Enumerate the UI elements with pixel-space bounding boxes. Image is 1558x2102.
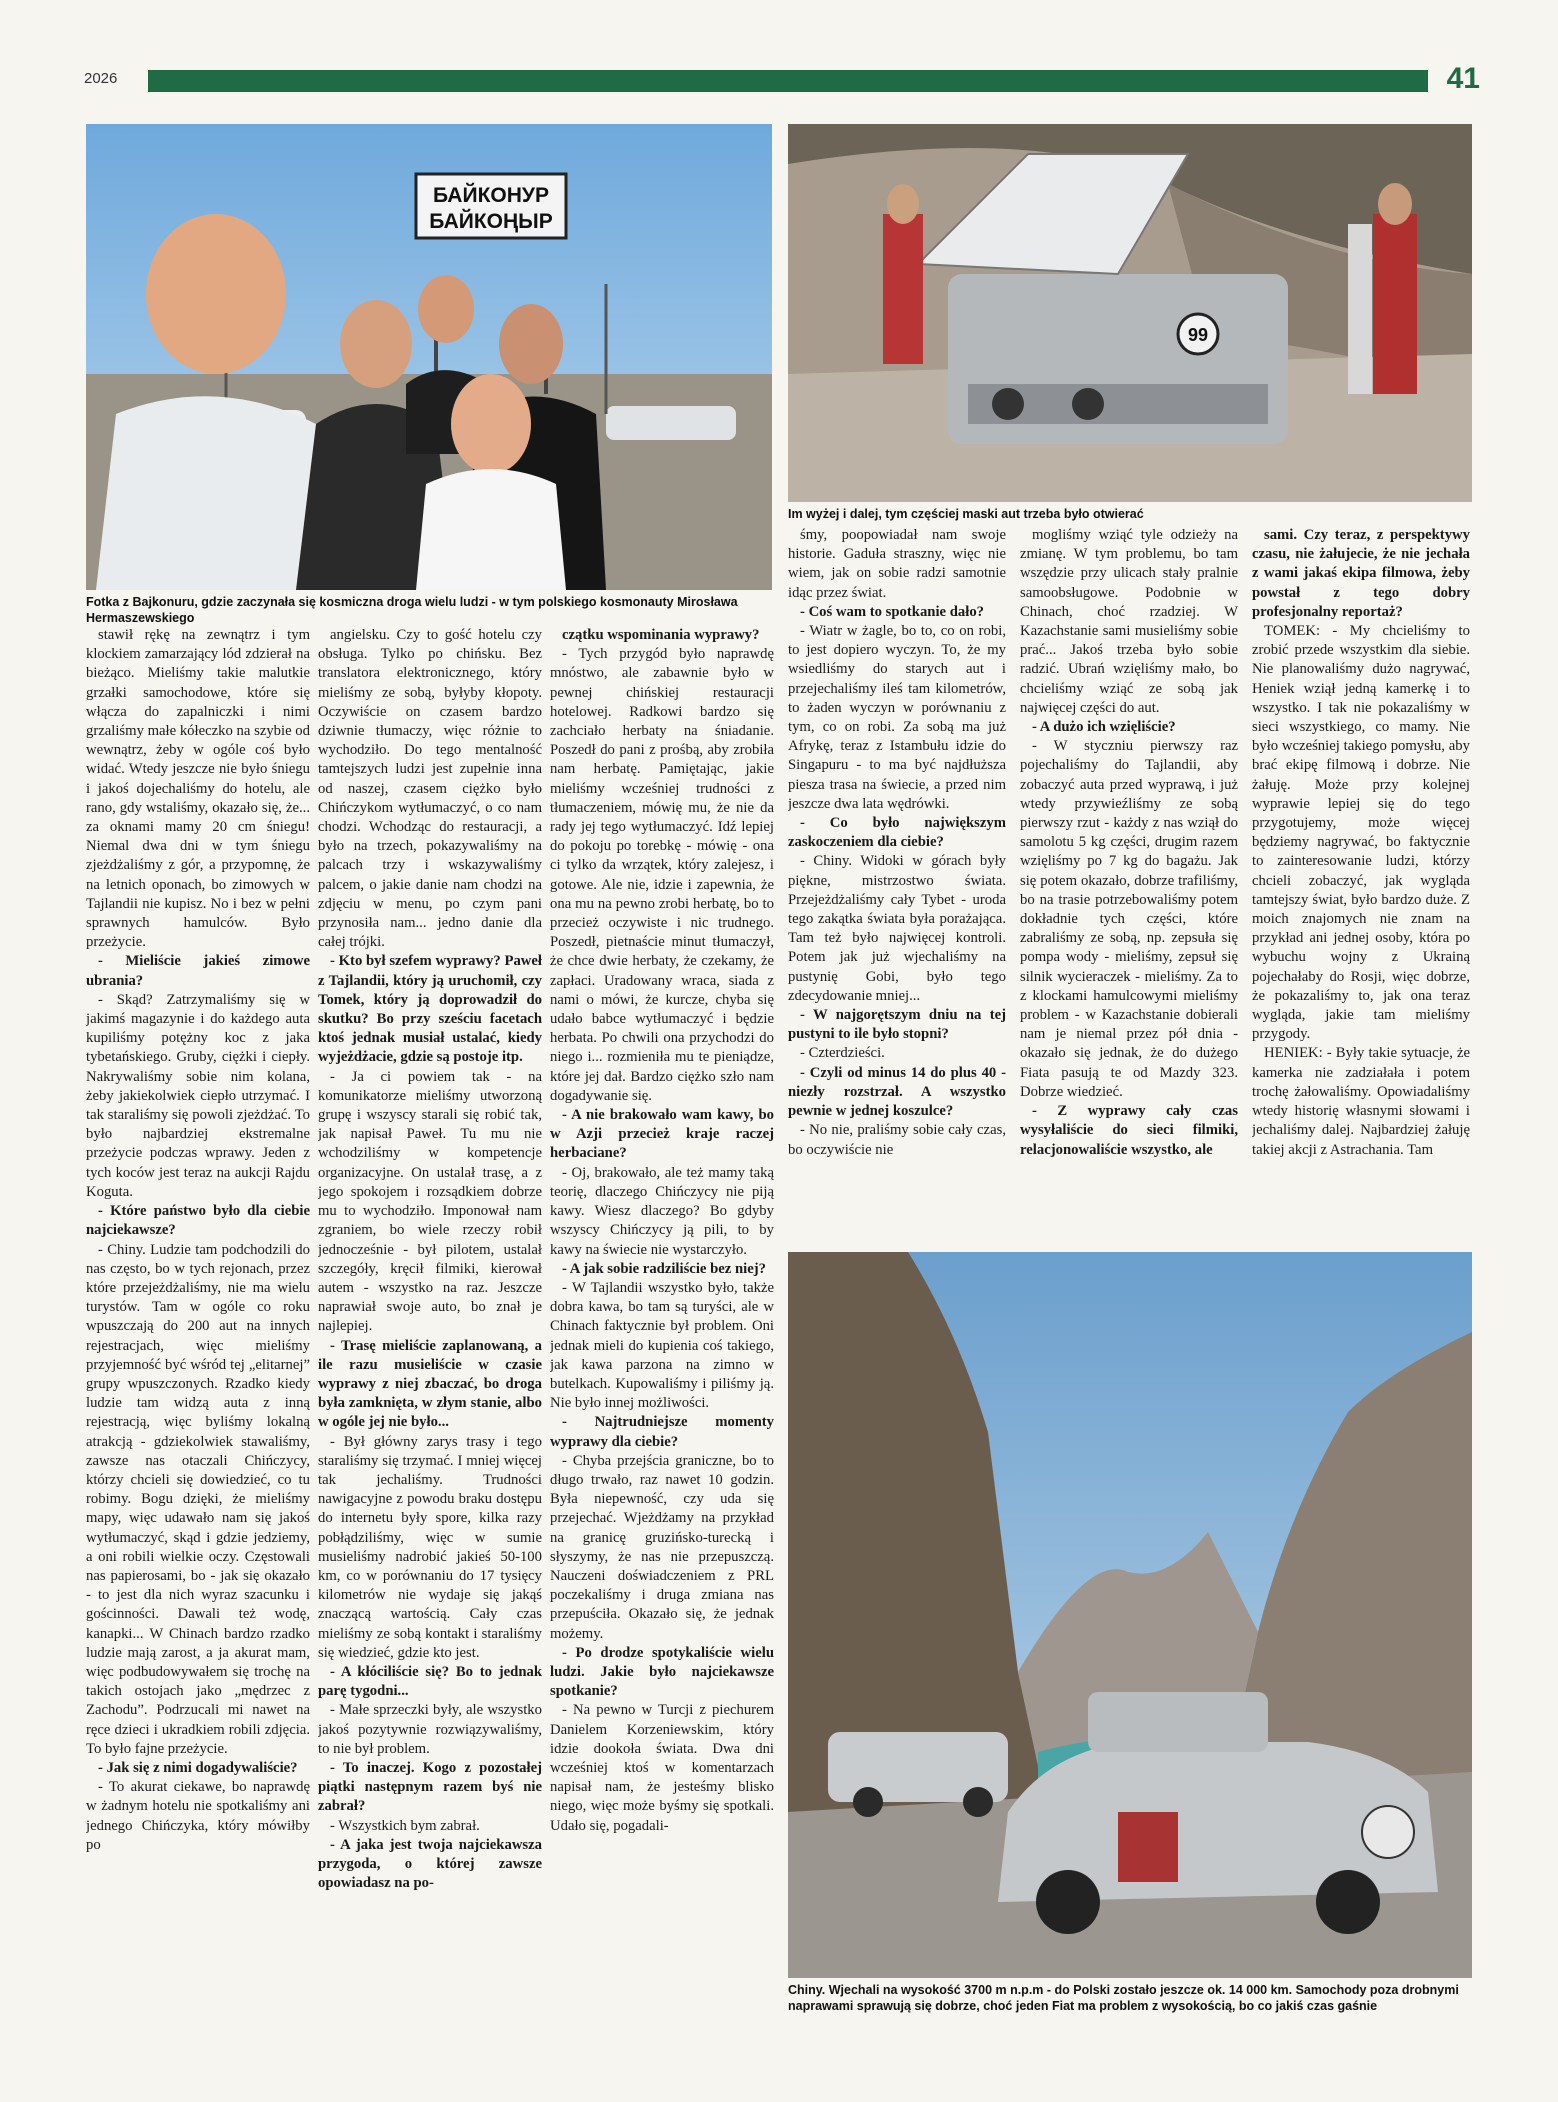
question-paragraph: - A jak sobie radziliście bez niej? [562, 1260, 766, 1277]
article-column-6 [1252, 526, 1470, 1246]
question-paragraph: - Co było największym zaskoczeniem dla ciebie? [788, 815, 1006, 851]
question-paragraph: - Czyli od minus 14 do plus 40 - niezły rozstrzał. A wszystko pewnie w jednej koszulce? [788, 1064, 1006, 1120]
answer-paragraph: - Czterdzieści. [800, 1045, 885, 1062]
answer-paragraph: - Chiny. Widoki w górach były piękne, mistrzostwo świata. Przejeżdżaliśmy cały Tybet - uroda tego zakątka świata była porażająca. Tam też było najwięcej kontroli. Potem jak już wjechaliśmy na pustynię Gobi, było tego zdecydowanie mniej... [788, 853, 1006, 1004]
question-paragraph: - Kto był szefem wyprawy? Paweł z Tajlandii, który ją uruchomił, czy Tomek, który ją doprowadził do skutku? Bo przy sześciu facetach ktoś jednak musiał ustalać, kiedy wyjeżdżacie, gdzie są postoje itp. [318, 953, 542, 1066]
question-paragraph: - Z wyprawy cały czas wysyłaliście do sieci filmiki, relacjonowaliście wszystko, ale [1020, 1103, 1238, 1158]
article-column-2 [318, 626, 542, 2066]
question-paragraph: czątku wspominania wyprawy? [562, 627, 760, 643]
question-paragraph: - To inaczej. Kogo z pozostałej piątki następnym razem byś nie zabrał? [318, 1759, 542, 1815]
question-paragraph: - A dużo ich wzięliście? [1032, 719, 1176, 736]
answer-paragraph: - Chyba przejścia graniczne, bo to długo trwało, raz nawet 10 godzin. Była niepewność, czy uda się przejechać. Wjeżdżamy na przykład na granicę gruzińsko-turecką i słyszymy, że nas nie przepuszczą. Nauczeni doświadczeniem z PRL poczekaliśmy i druga zmiana nas przepuściła. Okazało się, że jednak możemy. [550, 1452, 774, 1642]
answer-paragraph: HENIEK: - Były takie sytuacje, że kamerka nie zadziałała i potem trochę żałowaliśmy. Opowiadaliśmy wtedy historię własnymi słowami i jechaliśmy dalej. Najbardziej żałuję takiej akcji z Astrachania. Tam [1252, 1045, 1470, 1158]
question-paragraph: - A kłóciliście się? Bo to jednak parę tygodni... [318, 1663, 542, 1700]
photo-hood-caption: Im wyżej i dalej, tym częściej maski aut trzeba było otwierać [788, 507, 1144, 521]
question-paragraph: - Jak się z nimi dogadywaliście? [98, 1759, 298, 1776]
answer-paragraph: - Wiatr w żagle, bo to, co on robi, to jest dopiero wyczyn. To, że my wsiedliśmy do starych aut i przejechaliśmy ileś tam kilometrów, to żaden wyczyn w porównaniu z tym, co on robi. Za sobą ma już Afrykę, teraz z Istambułu idzie do Singapuru - to ma być najdłuższa piesza trasa na świecie, a przed nim jeszcze dwa lata wędrówki. [788, 623, 1006, 812]
question-paragraph: - Trasę mieliście zaplanowaną, a ile razu musieliście w czasie wyprawy z niej zbaczać, bo droga była zamknięta, w złym stanie, albo w ogóle jej nie było... [318, 1337, 542, 1431]
question-paragraph: - A nie brakowało wam kawy, bo w Azji przecież kraje raczej herbaciane? [550, 1107, 774, 1162]
question-paragraph: - Najtrudniejsze momenty wyprawy dla ciebie? [550, 1414, 774, 1450]
question-paragraph: - Coś wam to spotkanie dało? [800, 603, 985, 620]
question-paragraph: sami. Czy teraz, z perspektywy czasu, nie żałujecie, że nie jechała z wami jakaś ekipa filmowa, żeby powstał z tego dobry profesjonalny reportaż? [1252, 527, 1470, 620]
article-column-1 [86, 626, 310, 2066]
header-bar [148, 70, 1428, 92]
answer-paragraph: - Tych przygód było naprawdę mnóstwo, ale zabawnie było w pewnej chińskiej restauracji hotelowej. Radkowi bardzo się zachciało herbaty na śniadanie. Poszedł do pani z prośbą, aby zrobiła nam herbatę. Pamiętając, jakie mieliśmy wcześniej trudności z tłumaczeniem, mówię mu, że nie da rady jej tego wytłumaczyć. Idź lepiej do pokoju po torebkę - mówię - ona ci tylko da wrzątek, który zalejesz, i gotowe. Ale nie, idzie i zapewnia, że ona mu na pewno zrobi herbatę, bo to przecież oczywiste i nic trudnego. Poszedł, pietnaście minut tłumaczył, że chce dwie herbaty, że czekamy, że zapłaci. Uradowany wraca, siada z nami o mówi, że kurcze, chyba się udało babce wytłumaczyć i będzie herbata. Po chwili ona przychodzi do niego i... rozmieniła mu te pieniądze, które jej dał. Bardzo ciężko szło nam dogadywanie się. [550, 646, 774, 1104]
photo-china [788, 1252, 1472, 1978]
photo-china-caption: Chiny. Wjechali na wysokość 3700 m n.p.m - do Polski zostało jeszcze ok. 14 000 km. Samochody poza drobnymi naprawami sprawują się dobrze, choć jeden Fiat ma problem z wysokością, bo co jakiś czas gaśnie [788, 1983, 1459, 2013]
answer-paragraph: - Chiny. Ludzie tam podchodzili do nas często, bo w tych rejonach, przez które przejeżdżaliśmy, nie ma wielu turystów. Tam w ogóle co roku wpuszczają do 200 aut na innych rejestracjach, więc mieliśmy przyjemność być wśród tej „elitarnej” grupy wpuszczonych. Rzadko kiedy ludzie tam widzą auta z inną rejestracją, więc byliśmy lokalną atrakcją - gdziekolwiek stawaliśmy, zawsze nas otaczali Chińczycy, którzy chcieli się dowiedzieć, co tu robimy. Bogu dzięki, że mieliśmy mapy, więc udawało nam się jakoś wytłumaczyć, skąd i gdzie jedziemy, a oni robili wielkie oczy. Częstowali nas papierosami, bo - jak się okazało - to jest dla nich wyraz szacunku i gościnności. Dawali też wodę, kanapki... W Chinach bardzo rzadko ludzie mają zarost, a ja akurat mam, więc podbudowywałem się trochę na takich ostojach jako „mędrzec z Zachodu”. Podrzucali mi nawet na ręce dzieci i ukradkiem robili zdjęcia. To było fajne przeżycie. [86, 1241, 310, 1757]
answer-paragraph: angielsku. Czy to gość hotelu czy obsługa. Tylko po chińsku. Bez translatora elektronicznego, który mieliśmy ze sobą, byłyby kłopoty. Oczywiście on czasem bardzo dziwnie tłumaczy, więc różnie to wychodziło. Do tego mentalność tamtejszych ludzi jest zupełnie inna od naszej, czasem ciężko było Chińczykom wytłumaczyć, o co nam chodzi. Wchodząc do restauracji, a było na trzech, pokazywaliśmy na palcach trzy i wskazywaliśmy palcem, o jakie danie nam chodzi na zdjęciu w menu, po czym pani przynosiła nam... jedno danie dla całej trójki. [318, 627, 542, 951]
sign-line-2: БАЙКОҢЫР [429, 210, 553, 233]
sign-line-1: БАЙКОНУР [433, 184, 549, 207]
question-paragraph: - Mieliście jakieś zimowe ubrania? [86, 953, 310, 989]
answer-paragraph: - W Tajlandii wszystko było, także dobra kawa, bo tam są turyści, ale w Chinach faktycznie był problem. Oni jednak mieli do kupienia coś takiego, jak kawa parzona na zimno w butelkach. Kupowaliśmy i piliśmy ją. Nie było innej możliwości. [550, 1279, 774, 1412]
question-paragraph: - Które państwo było dla ciebie najciekawsze? [86, 1203, 310, 1239]
answer-paragraph: - Skąd? Zatrzymaliśmy się w jakimś magazynie i do każdego auta kupiliśmy potężny koc z jaka tybetańskiego. Gruby, ciężki i ciepły. Nakrywaliśmy sobie nim kolana, żeby jakiekolwiek ciepło utrzymać. I tak staraliśmy się powoli zjeżdżać. To było najbardziej ekstremalne przeżycie podczas wprawy. Jeden z tych koców jest teraz na aukcji Rajdu Koguta. [86, 991, 310, 1200]
page-year: 2026 [84, 70, 118, 87]
article-column-4 [788, 526, 1006, 1246]
answer-paragraph: - Ja ci powiem tak - na komunikatorze mieliśmy utworzoną grupę i wszyscy starali się robić tak, jak napisał Paweł. Tu mu nie wchodziliśmy w kompetencje organizacyjne. On ustalał trasę, a z jego spokojem i rozsądkiem dobrze mu to wychodziło. Imponował nam zgraniem, bo wiele rzeczy robił jednocześnie - był pilotem, ustalał szczegóły, kręcił filmiki, kierował autem - wszystko na raz. Jeszcze naprawiał swoje auto, bo znał je najlepiej. [318, 1068, 542, 1335]
question-paragraph: - A jaka jest twoja najciekawsza przygoda, o której zawsze opowiadasz na po- [318, 1836, 542, 1892]
page-number: 41 [1446, 62, 1480, 95]
answer-paragraph: - Oj, brakowało, ale też mamy taką teorię, dlaczego Chińczycy nie piją kawy. Wiesz dlaczego? Bo gdyby wszyscy Chińczycy ją pili, to by kawy na świecie nie wystarczyło. [550, 1164, 774, 1258]
answer-paragraph: - Na pewno w Turcji z piechurem Danielem Korzeniewskim, który idzie dookoła świata. Dwa dni wcześniej ktoś w komentarzach napisał nam, że jesteśmy blisko niego, więc może byśmy się spotkali. Udało się, pogadali- [550, 1702, 774, 1834]
article-column-5 [1020, 526, 1238, 1246]
answer-paragraph: TOMEK: - My chcieliśmy to zrobić przede wszystkim dla siebie. Nie planowaliśmy dużo nagrywać, Heniek wziął jedną kamerkę i to wszystko. I tak nie pokazaliśmy w sieci wszystkiego, co mamy. Nie było wcześniej takiego pomysłu, aby brać ekipę filmową i dobrze. Nie żałuję. Może przy kolejnej wyprawie lepiej się do tego przygotujemy, może więcej będziemy nagrywać, bo faktycznie to zainteresowanie ludzi, którzy chcieli zobaczyć, jak wygląda tamtejszy świat, było bardzo duże. Z moich znajomych nie znam na przykład ani jednej osoby, która po wybuchu wojny z Ukrainą pojechałaby do Rosji, więc dobrze, że pokazaliśmy to, jak ona teraz wygląda, jakie tam mieliśmy przygody. [1252, 623, 1470, 1043]
answer-paragraph: - Był główny zarys trasy i tego staraliśmy się trzymać. I mniej więcej tak jechaliśmy. Trudności nawigacyjne z powodu braku dostępu do internetu były spore, kilka razy pobłądziliśmy, więc w sumie musieliśmy nadrobić jakieś 50-100 km, co w porównaniu do 17 tysięcy kilometrów nie wydaje się jakąś znaczącą wartością. Cały czas mieliśmy ze sobą kontakt i staraliśmy się wiedzieć, gdzie kto jest. [318, 1433, 542, 1661]
answer-paragraph: - To akurat ciekawe, bo naprawdę w żadnym hotelu nie spotkaliśmy ani jednego Chińczyka, który mówiłby po [86, 1779, 310, 1853]
question-paragraph: - Po drodze spotykaliście wielu ludzi. Jakie było najciekawsze spotkanie? [550, 1644, 774, 1700]
answer-paragraph: śmy, poopowiadał nam swoje historie. Gaduła straszny, więc nie wiem, jak on sobie radzi samotnie idąc przez świat. [788, 527, 1006, 601]
answer-paragraph: - W styczniu pierwszy raz pojechaliśmy do Tajlandii, aby zobaczyć auta przed wyprawą, i już wtedy przywieźliśmy ze sobą pierwszy rzut - każdy z nas wziął do samolotu 5 kg części, drugim razem wzięliśmy po 7 kg do bagażu. Jak się potem okazało, dobrze trafiliśmy, bo na trasie potrzebowaliśmy potem dokładnie tych części, które zabraliśmy ze sobą, np. zepsuła się pompa wody - mieliśmy, zepsuł się silnik wycieraczek - mieliśmy. Za to z klockami hamulcowymi mieliśmy problem - w Kazachstanie dobierali nam je niemal przez pół dnia - okazało się jednak, że do dużego Fiata pasują te od Mazdy 323. Dobrze wiedzieć. [1020, 738, 1238, 1100]
answer-paragraph: - Wszystkich bym zabrał. [330, 1817, 480, 1834]
question-paragraph: - W najgorętszym dniu na tej pustyni to ile było stopni? [788, 1007, 1006, 1043]
answer-paragraph: - Małe sprzeczki były, ale wszystko jakoś pozytywnie rozwiązywaliśmy, to nie był problem. [318, 1702, 542, 1757]
article-column-3 [550, 626, 774, 2066]
answer-paragraph: stawił rękę na zewnątrz i tym klockiem zamarzający lód zdzierał na bieżąco. Mieliśmy takie malutkie grzałki samochodowe, które się włącza do zapalniczki i nimi grzaliśmy małe kółeczko na szybie od wewnątrz, żeby w ogóle coś było widać. Wtedy jeszcze nie było śniegu i jakoś dojechaliśmy do hotelu, ale rano, gdy wstaliśmy, okazało się, że... za oknami mamy 20 cm śniegu! Niemal dwa dni w tym śniegu zjeżdżaliśmy z gór, a przypomnę, że na letnich oponach, bo zimowych w Tajlandii nie kupisz. No i bez w pełni sprawnych hamulców. Było przeżycie. [86, 627, 310, 951]
photo-baikonur-caption: Fotka z Bajkonuru, gdzie zaczynała się kosmiczna droga wielu ludzi - w tym polskiego kosmonauty Mirosława Hermaszewskiego [86, 595, 738, 625]
answer-paragraph: mogliśmy wziąć tyle odzieży na zmianę. W tym problemu, bo tam wszędzie przy ulicach stały pralnie samoobsługowe. Podobnie w Chinach, choć rzadziej. W Kazachstanie sami musieliśmy sobie prać... Jakoś trzeba było sobie radzić. Ubrań wzięliśmy mało, bo chcieliśmy wziąć ze sobą jak najwięcej części do aut. [1020, 527, 1238, 716]
svg-text:99: 99 [1187, 325, 1209, 345]
photo-baikonur [86, 124, 772, 590]
photo-hood [788, 124, 1472, 502]
answer-paragraph: - No nie, praliśmy sobie cały czas, bo oczywiście nie [788, 1122, 1006, 1158]
